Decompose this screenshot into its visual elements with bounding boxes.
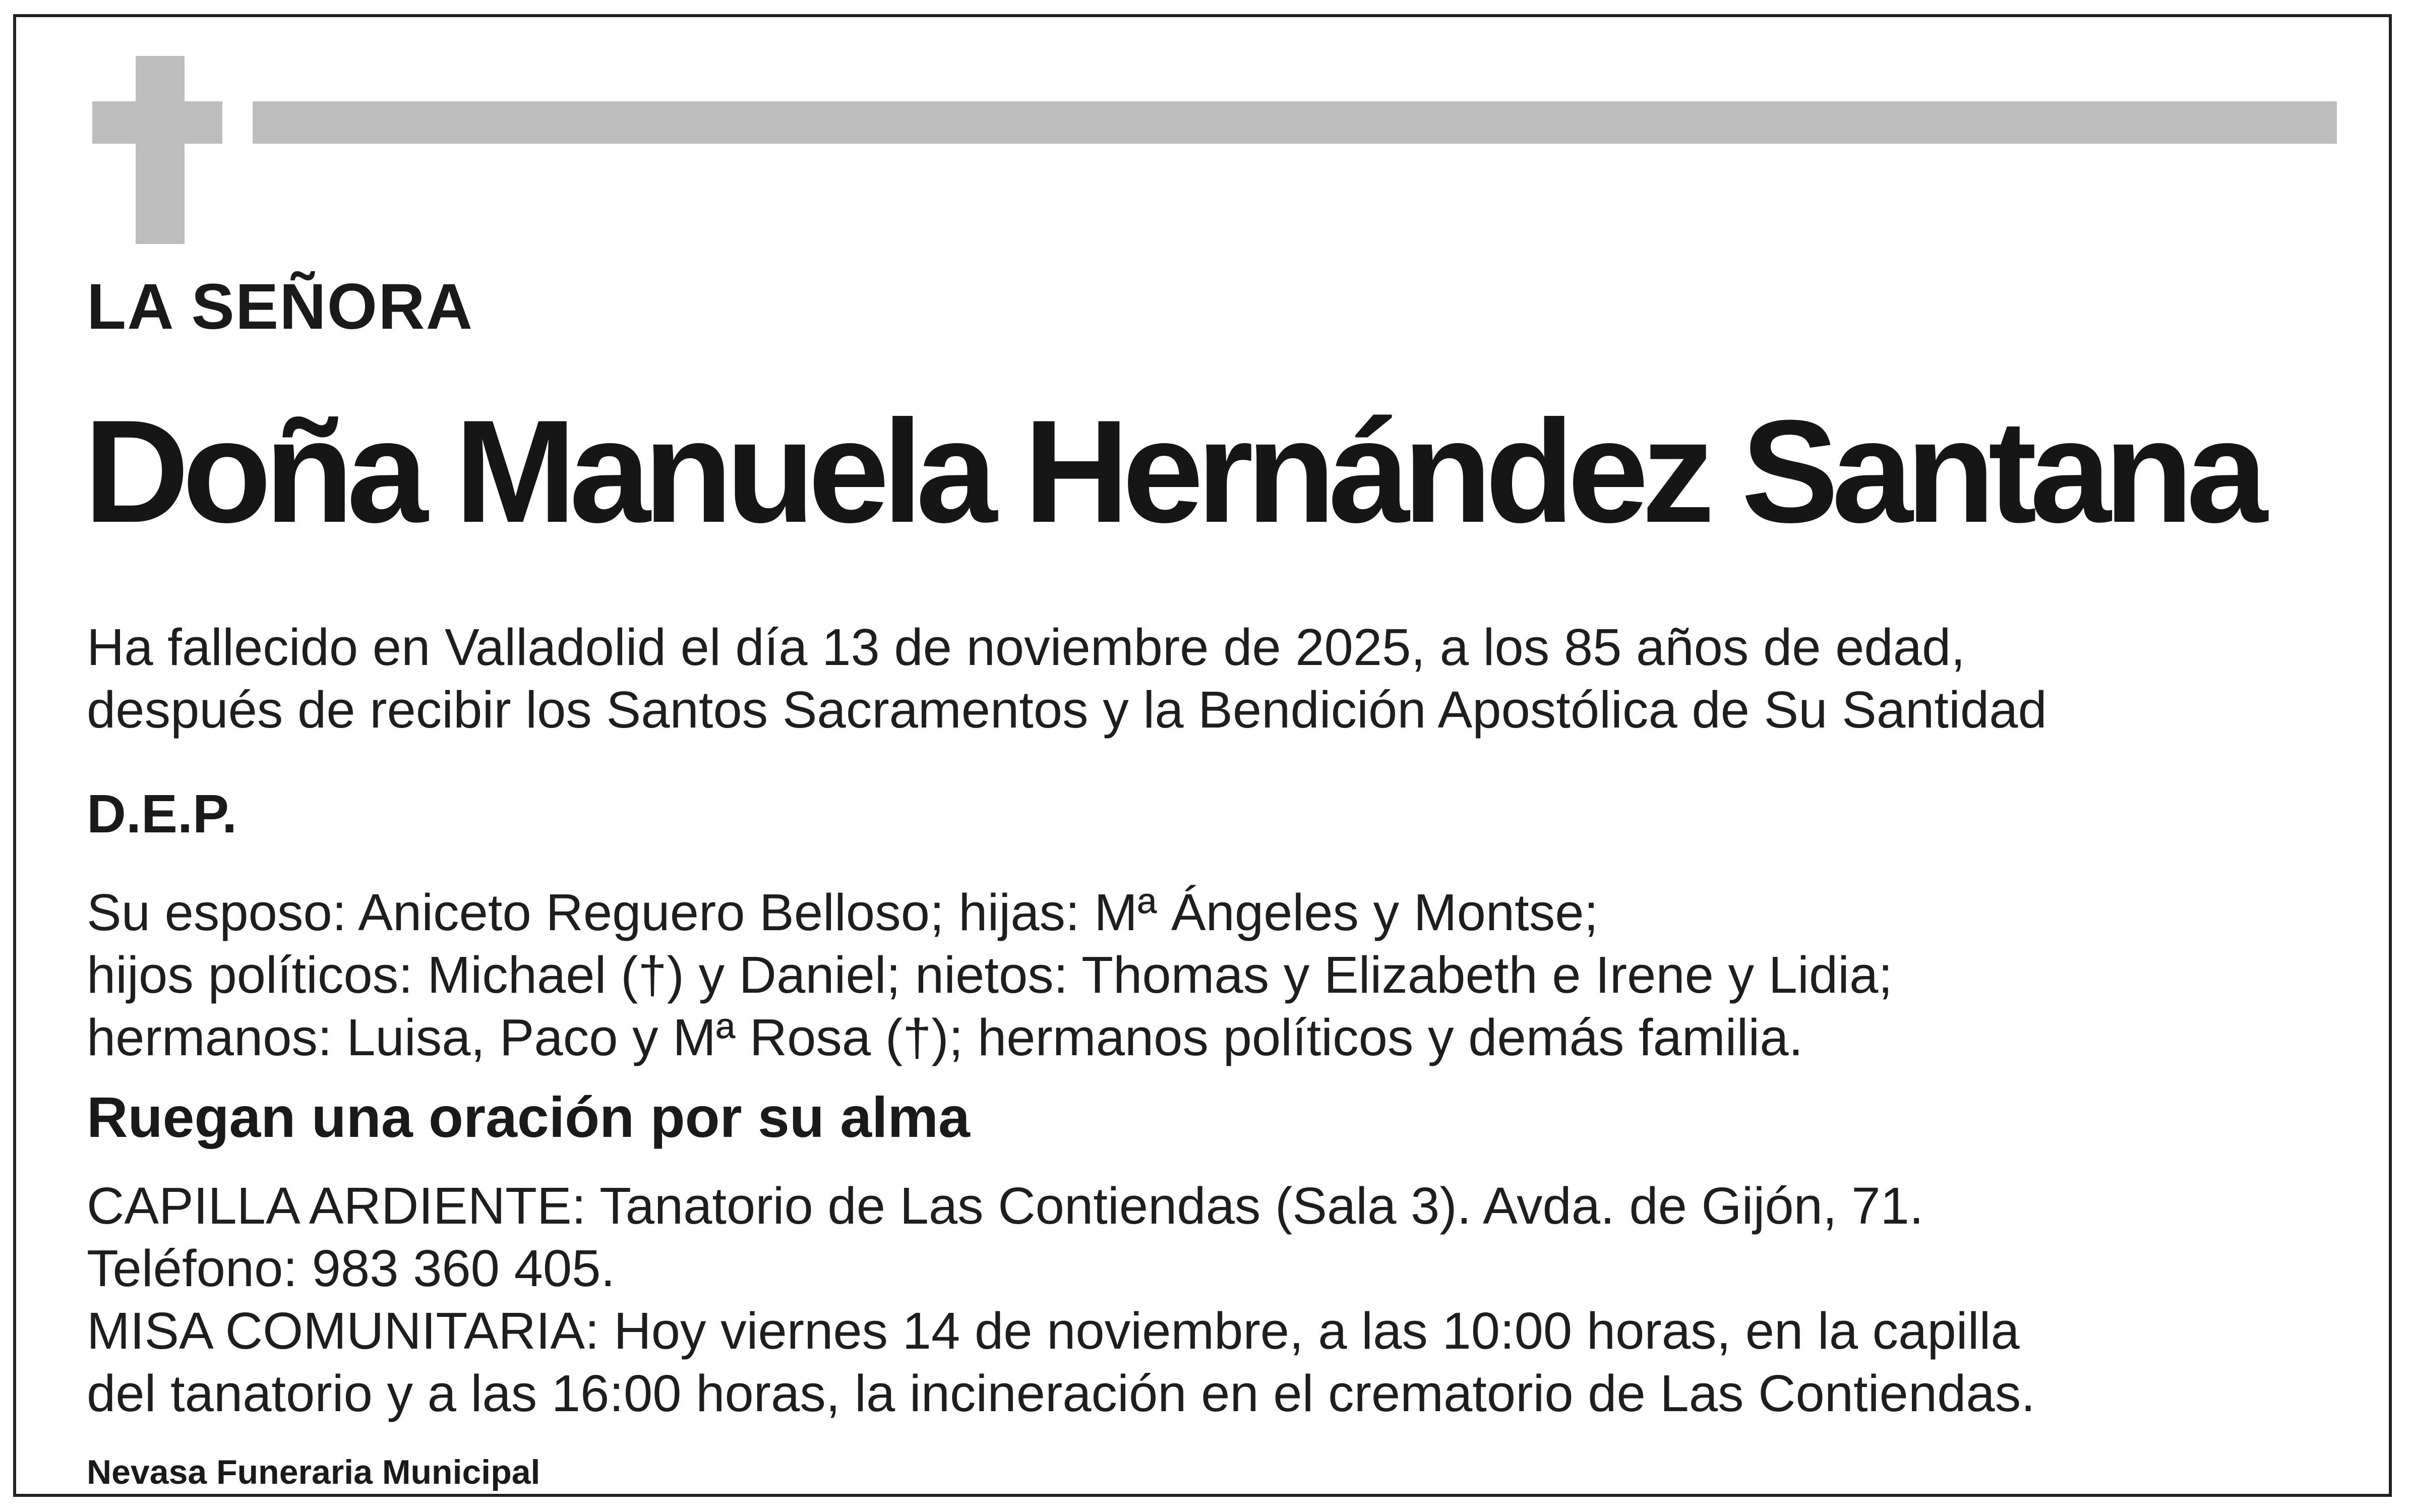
service-line: Teléfono: 983 360 405. — [87, 1239, 616, 1297]
cross-icon-crossbar — [92, 101, 222, 144]
announcement-line: después de recibir los Santos Sacramentos y la Bendición Apostólica de Su Santidad — [87, 681, 2047, 739]
family-line: hermanos: Luisa, Paco y Mª Rosa (†); hermanos políticos y demás familia. — [87, 1008, 1803, 1066]
death-announcement — [87, 616, 2047, 741]
announcement-line: Ha fallecido en Valladolid el día 13 de noviembre de 2025, a los 85 años de edad, — [87, 618, 1965, 676]
rip-abbreviation: D.E.P. — [87, 783, 237, 844]
funeral-home-name: Nevasa Funeraria Municipal — [87, 1453, 540, 1491]
cross-icon — [136, 56, 185, 244]
family-line: Su esposo: Aniceto Reguero Belloso; hijas: Mª Ángeles y Montse; — [87, 883, 1599, 941]
family-list — [87, 881, 1893, 1069]
service-details — [87, 1175, 2035, 1425]
deceased-name: Doña Manuela Hernández Santana — [84, 390, 2261, 553]
service-line: CAPILLA ARDIENTE: Tanatorio de Las Contiendas (Sala 3). Avda. de Gijón, 71. — [87, 1177, 1924, 1235]
family-line: hijos políticos: Michael (†) y Daniel; nietos: Thomas y Elizabeth e Irene y Lidia; — [87, 946, 1893, 1004]
obituary-heading: LA SEÑORA — [87, 271, 474, 343]
header-rule — [253, 101, 2337, 144]
prayer-request: Ruegan una oración por su alma — [87, 1085, 970, 1149]
service-line: MISA COMUNITARIA: Hoy viernes 14 de noviembre, a las 10:00 horas, en la capilla — [87, 1302, 2020, 1360]
service-line: del tanatorio y a las 16:00 horas, la incineración en el crematorio de Las Contiendas. — [87, 1364, 2035, 1422]
